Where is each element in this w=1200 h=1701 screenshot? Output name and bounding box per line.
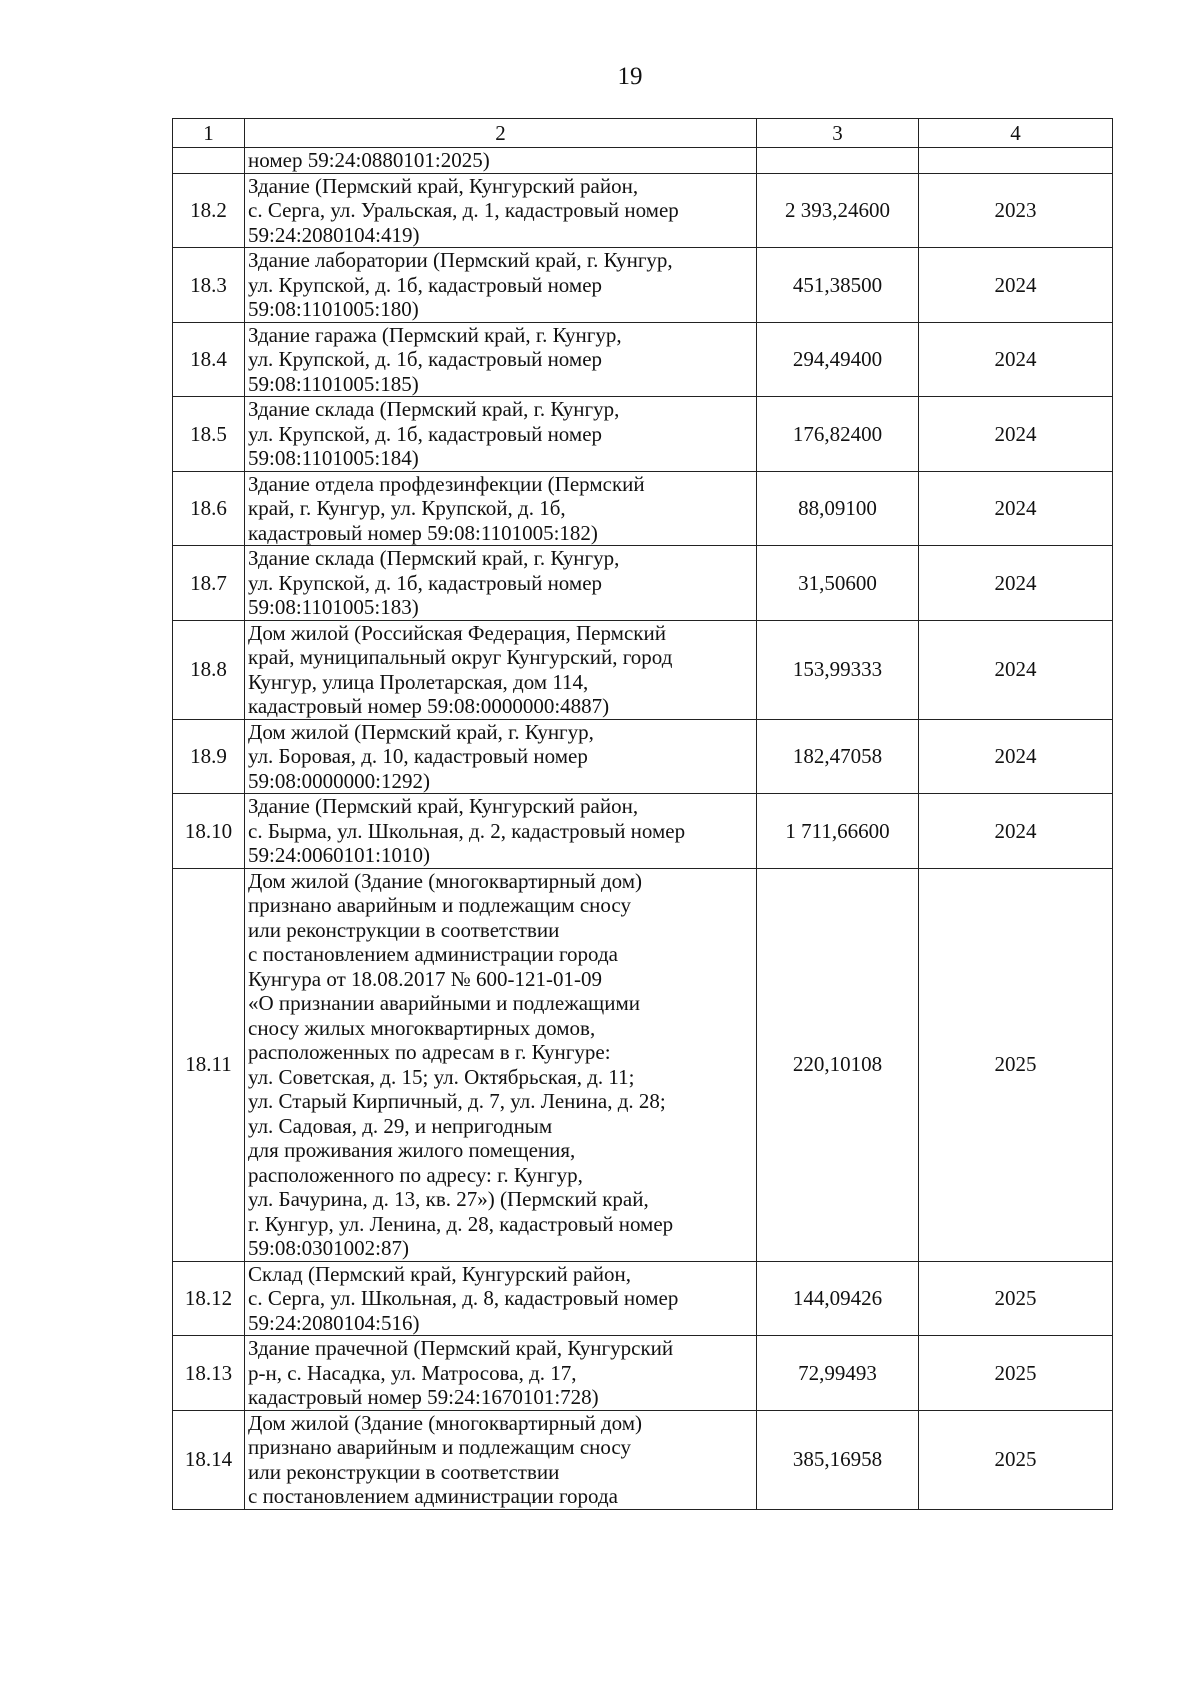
table-row [173, 868, 1113, 1261]
description-cell: Склад (Пермский край, Кунгурский район, с. Серга, ул. Школьная, д. 8, кадастровый номер 59:24:2080104:516) [245, 1261, 757, 1336]
description-cell: Дом жилой (Здание (многоквартирный дом) признано аварийным и подлежащим сносу или реконструкции в соответствии с постановлением администрации города Кунгура от 18.08.2017 № 600-121-01-09 «О признании аварийными и подлежащими сносу жилых многоквартирных домов, расположенных по адресам в г. Кунгуре: ул. Советская, д. 15; ул. Октябрьская, д. 11; ул. Старый Кирпичный, д. 7, ул. Ленина, д. 28; ул. Садовая, д. 29, и непригодным для проживания жилого помещения, расположенного по адресу: г. Кунгур, ул. Бачурина, д. 13, кв. 27») (Пермский край, г. Кунгур, ул. Ленина, д. 28, кадастровый номер 59:08:0301002:87) [245, 868, 757, 1261]
description-cell: Дом жилой (Пермский край, г. Кунгур, ул. Боровая, д. 10, кадастровый номер 59:08:0000000:1292) [245, 719, 757, 794]
row-number-cell: 18.2 [173, 173, 245, 248]
header-cell: 1 [173, 119, 245, 148]
description-cell: Здание прачечной (Пермский край, Кунгурский р-н, с. Насадка, ул. Матросова, д. 17, кадастровый номер 59:24:1670101:728) [245, 1336, 757, 1411]
year-cell: 2025 [919, 1336, 1113, 1411]
year-cell: 2025 [919, 1410, 1113, 1509]
table-row [173, 471, 1113, 546]
value-cell: 220,10108 [757, 868, 919, 1261]
value-cell: 153,99333 [757, 620, 919, 719]
value-cell [757, 148, 919, 174]
row-number-cell: 18.14 [173, 1410, 245, 1509]
description-cell: Здание (Пермский край, Кунгурский район, с. Бырма, ул. Школьная, д. 2, кадастровый номер 59:24:0060101:1010) [245, 794, 757, 869]
value-cell: 385,16958 [757, 1410, 919, 1509]
value-cell: 176,82400 [757, 397, 919, 472]
table-row [173, 546, 1113, 621]
value-cell: 72,99493 [757, 1336, 919, 1411]
header-cell: 3 [757, 119, 919, 148]
table-row [173, 397, 1113, 472]
value-cell: 294,49400 [757, 322, 919, 397]
table-row [173, 173, 1113, 248]
description-cell: Здание отдела профдезинфекции (Пермский край, г. Кунгур, ул. Крупской, д. 1б, кадастровый номер 59:08:1101005:182) [245, 471, 757, 546]
year-cell: 2023 [919, 173, 1113, 248]
description-cell: Здание склада (Пермский край, г. Кунгур, ул. Крупской, д. 1б, кадастровый номер 59:08:1101005:184) [245, 397, 757, 472]
table-row [173, 148, 1113, 174]
row-number-cell: 18.5 [173, 397, 245, 472]
value-cell: 1 711,66600 [757, 794, 919, 869]
value-cell: 31,50600 [757, 546, 919, 621]
year-cell: 2024 [919, 794, 1113, 869]
row-number-cell: 18.13 [173, 1336, 245, 1411]
description-cell: Здание склада (Пермский край, г. Кунгур, ул. Крупской, д. 1б, кадастровый номер 59:08:1101005:183) [245, 546, 757, 621]
description-cell: Здание гаража (Пермский край, г. Кунгур, ул. Крупской, д. 1б, кадастровый номер 59:08:1101005:185) [245, 322, 757, 397]
header-cell: 2 [245, 119, 757, 148]
year-cell: 2025 [919, 868, 1113, 1261]
year-cell: 2024 [919, 322, 1113, 397]
page-number: 19 [617, 63, 643, 90]
table-row [173, 322, 1113, 397]
description-cell: Здание лаборатории (Пермский край, г. Кунгур, ул. Крупской, д. 1б, кадастровый номер 59:08:1101005:180) [245, 248, 757, 323]
table-row [173, 1261, 1113, 1336]
value-cell: 451,38500 [757, 248, 919, 323]
row-number-cell: 18.9 [173, 719, 245, 794]
description-cell: Здание (Пермский край, Кунгурский район, с. Серга, ул. Уральская, д. 1, кадастровый номер 59:24:2080104:419) [245, 173, 757, 248]
table-row [173, 794, 1113, 869]
table-row [173, 1410, 1113, 1509]
row-number-cell: 18.3 [173, 248, 245, 323]
row-number-cell: 18.4 [173, 322, 245, 397]
year-cell [919, 148, 1113, 174]
year-cell: 2024 [919, 719, 1113, 794]
row-number-cell: 18.12 [173, 1261, 245, 1336]
year-cell: 2024 [919, 248, 1113, 323]
year-cell: 2024 [919, 397, 1113, 472]
row-number-cell: 18.6 [173, 471, 245, 546]
year-cell: 2024 [919, 546, 1113, 621]
table-row [173, 248, 1113, 323]
value-cell: 182,47058 [757, 719, 919, 794]
row-number-cell: 18.10 [173, 794, 245, 869]
description-cell: Дом жилой (Российская Федерация, Пермский край, муниципальный округ Кунгурский, город Кунгур, улица Пролетарская, дом 114, кадастровый номер 59:08:0000000:4887) [245, 620, 757, 719]
row-number-cell: 18.11 [173, 868, 245, 1261]
year-cell: 2024 [919, 620, 1113, 719]
property-table [172, 118, 1113, 1510]
table-header-row [173, 119, 1113, 148]
year-cell: 2024 [919, 471, 1113, 546]
year-cell: 2025 [919, 1261, 1113, 1336]
description-cell: номер 59:24:0880101:2025) [245, 148, 757, 174]
header-cell: 4 [919, 119, 1113, 148]
row-number-cell [173, 148, 245, 174]
table-row [173, 1336, 1113, 1411]
value-cell: 88,09100 [757, 471, 919, 546]
row-number-cell: 18.8 [173, 620, 245, 719]
table-row [173, 620, 1113, 719]
row-number-cell: 18.7 [173, 546, 245, 621]
value-cell: 144,09426 [757, 1261, 919, 1336]
table-row [173, 719, 1113, 794]
description-cell: Дом жилой (Здание (многоквартирный дом) признано аварийным и подлежащим сносу или реконструкции в соответствии с постановлением администрации города [245, 1410, 757, 1509]
value-cell: 2 393,24600 [757, 173, 919, 248]
